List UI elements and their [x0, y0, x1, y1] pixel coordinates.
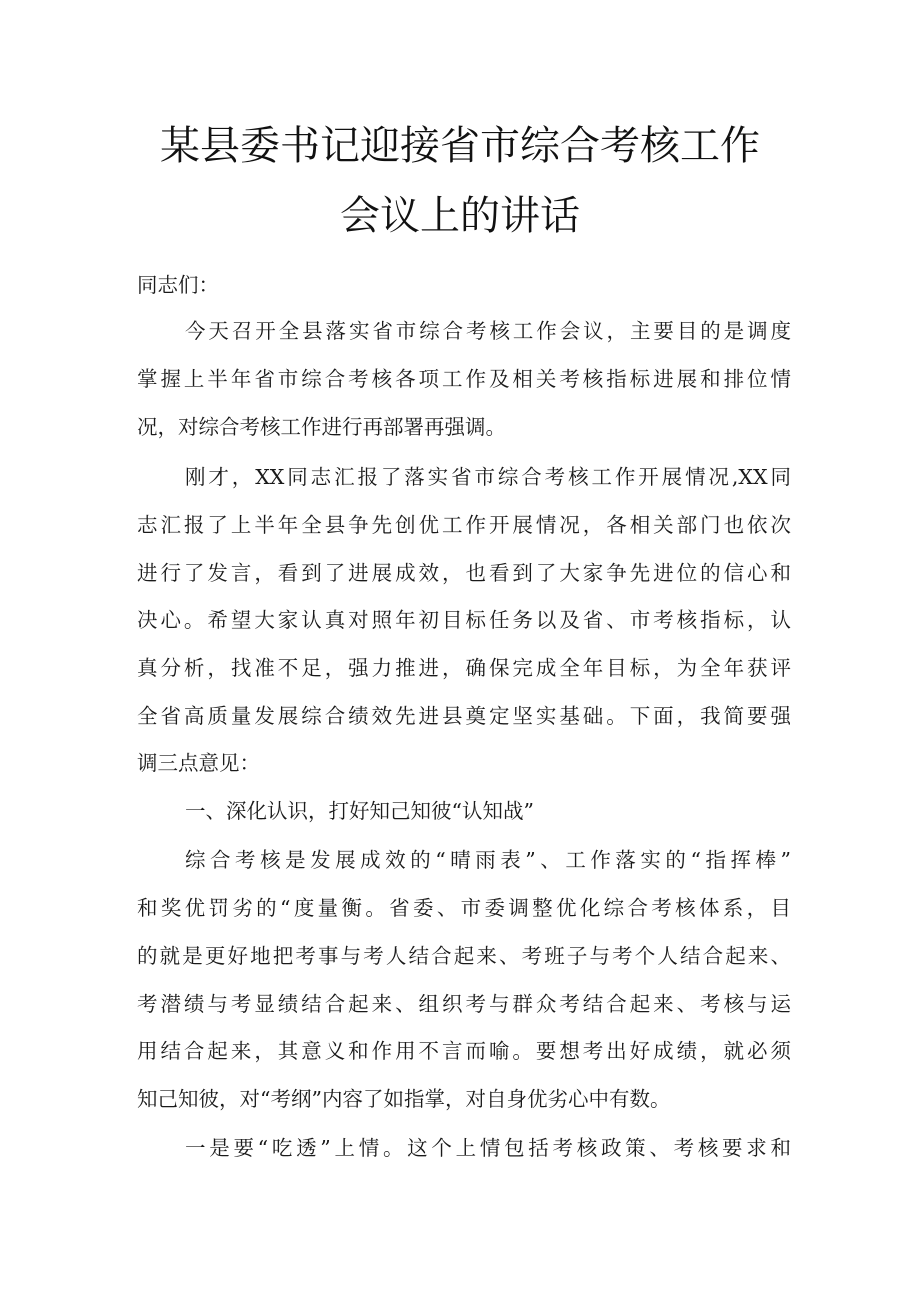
paragraph-3-line-5: 用结合起来，其意义和作用不言而喻。要想考出好成绩，就必须 [137, 1039, 791, 1063]
paragraph-2-line-5: 真分析，找准不足，强力推进，确保完成全年目标，为全年获评 [137, 656, 791, 680]
document-title-line-2: 会议上的讲话 [340, 193, 580, 239]
paragraph-3-line-4: 考潜绩与考显绩结合起来、组织考与群众考结合起来、考核与运 [137, 992, 791, 1016]
paragraph-1-line-2: 掌握上半年省市综合考核各项工作及相关考核指标进展和排位情 [137, 367, 791, 391]
paragraph-2-line-1: 刚才，XX同志汇报了落实省市综合考核工作开展情况,XX同 [185, 465, 791, 489]
salutation: 同志们： [137, 273, 219, 297]
document-title-line-1: 某县委书记迎接省市综合考核工作 [160, 123, 760, 169]
paragraph-2-line-2: 志汇报了上半年全县争先创优工作开展情况，各相关部门也依次 [137, 513, 791, 537]
paragraph-3-line-1: 综合考核是发展成效的“晴雨表”、工作落实的“指挥棒” [185, 848, 791, 872]
paragraph-2-line-3: 进行了发言，看到了进展成效，也看到了大家争先进位的信心和 [137, 561, 791, 585]
paragraph-4-line-1: 一是要“吃透”上情。这个上情包括考核政策、考核要求和 [185, 1136, 791, 1160]
paragraph-3-line-6: 知己知彼，对“考纲”内容了如指掌，对自身优劣心中有数。 [137, 1087, 671, 1111]
paragraph-3-line-2: 和奖优罚劣的“度量衡。省委、市委调整优化综合考核体系，目 [137, 896, 791, 920]
paragraph-2-line-7: 调三点意见： [137, 751, 260, 775]
paragraph-3-line-3: 的就是更好地把考事与考人结合起来、考班子与考个人结合起来、 [137, 944, 791, 968]
paragraph-1-line-3: 况，对综合考核工作进行再部署再强调。 [137, 415, 506, 439]
paragraph-1-line-1: 今天召开全县落实省市综合考核工作会议，主要目的是调度 [185, 319, 791, 343]
section-heading-1: 一、深化认识，打好知己知彼“认知战” [185, 799, 534, 823]
paragraph-2-line-6: 全省高质量发展综合绩效先进县奠定坚实基础。下面，我简要强 [137, 704, 791, 728]
paragraph-2-line-4: 决心。希望大家认真对照年初目标任务以及省、市考核指标，认 [137, 608, 791, 632]
